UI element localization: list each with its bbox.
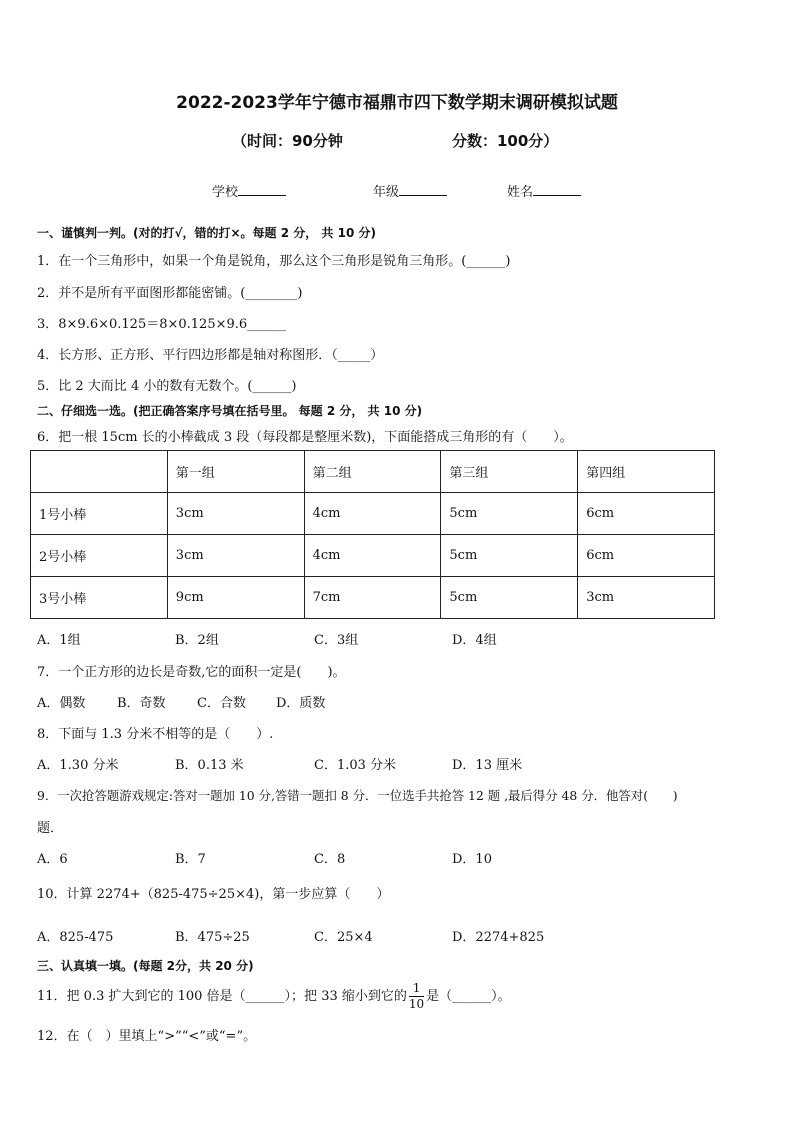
school-blank[interactable] <box>238 183 286 196</box>
table-cell <box>31 451 168 493</box>
q7-option-d[interactable]: D．质数 <box>276 696 326 711</box>
exam-time: （时间：90分钟 <box>232 132 343 150</box>
question-4: 4．长方形、正方形、平行四边形都是轴对称图形．（_____） <box>37 348 384 363</box>
q6-option-a[interactable]: A．1组 <box>37 633 81 648</box>
table-cell: 5cm <box>441 493 578 535</box>
page-title: 2022-2023学年宁德市福鼎市四下数学期末调研模拟试题 <box>176 93 618 113</box>
exam-score: 分数：100分） <box>452 132 559 150</box>
q9-option-b[interactable]: B．7 <box>175 852 206 867</box>
table-cell: 5cm <box>441 577 578 619</box>
table-cell: 2号小棒 <box>31 535 168 577</box>
q6-option-c[interactable]: C．3组 <box>314 633 359 648</box>
fraction-numerator: 1 <box>409 981 424 997</box>
table-cell: 7cm <box>304 577 441 619</box>
table-row <box>31 577 715 619</box>
table-cell: 3cm <box>167 493 304 535</box>
stick-table <box>30 450 715 619</box>
section3-heading: 三、认真填一填。(每题 2分，共 20 分) <box>37 959 254 973</box>
q7-option-b[interactable]: B．奇数 <box>117 696 166 711</box>
table-cell: 第一组 <box>167 451 304 493</box>
q10-option-c[interactable]: C．25×4 <box>314 930 373 945</box>
question-1: 1．在一个三角形中，如果一个角是锐角，那么这个三角形是锐角三角形。(______) <box>37 254 511 269</box>
table-row <box>31 493 715 535</box>
question-3: 3．8×9.6×0.125＝8×0.125×9.6______ <box>37 317 287 332</box>
grade-blank[interactable] <box>399 183 447 196</box>
q8-option-a[interactable]: A．1.30 分米 <box>37 758 119 773</box>
q8-option-c[interactable]: C．1.03 分米 <box>314 758 397 773</box>
school-field <box>212 181 286 200</box>
table-cell: 3号小棒 <box>31 577 168 619</box>
table-cell: 6cm <box>578 535 715 577</box>
q7-option-a[interactable]: A．偶数 <box>37 696 86 711</box>
question-10: 10．计算 2274+（825-475÷25×4)，第一步应算（ ） <box>37 887 390 902</box>
question-2: 2．并不是所有平面图形都能密铺。(________) <box>37 286 303 301</box>
q8-option-d[interactable]: D．13 厘米 <box>452 758 523 773</box>
q10-option-a[interactable]: A．825-475 <box>37 930 114 945</box>
question-9-line1: 9．一次抢答题游戏规定:答对一题加 10 分,答错一题扣 8 分．一位选手共抢答 12 题 ,最后得分 48 分．他答对( ) <box>37 788 678 803</box>
question-5: 5．比 2 大而比 4 小的数有无数个。(______) <box>37 379 297 394</box>
name-field <box>507 181 581 200</box>
table-cell: 6cm <box>578 493 715 535</box>
section1-heading: 一、谨慎判一判。(对的打√，错的打×。每题 2 分， 共 10 分) <box>37 226 376 240</box>
question-11-part-a: 11．把 0.3 扩大到它的 100 倍是（______）；把 33 缩小到它的 <box>37 989 407 1004</box>
table-cell: 5cm <box>441 535 578 577</box>
table-cell: 1号小棒 <box>31 493 168 535</box>
table-cell: 第四组 <box>578 451 715 493</box>
section2-heading: 二、仔细选一选。(把正确答案序号填在括号里。 每题 2 分， 共 10 分) <box>37 404 423 418</box>
q9-option-d[interactable]: D．10 <box>452 852 492 867</box>
question-8: 8．下面与 1.3 分米不相等的是（ ）. <box>37 727 274 742</box>
question-6: 6．把一根 15cm 长的小棒截成 3 段（每段都是整厘米数)，下面能搭成三角形的有（ ）。 <box>37 430 573 445</box>
question-11-part-b: 是（______）。 <box>426 989 511 1004</box>
table-cell: 4cm <box>304 535 441 577</box>
q9-option-c[interactable]: C．8 <box>314 852 346 867</box>
grade-field <box>373 181 447 200</box>
q8-option-b[interactable]: B．0.13 米 <box>175 758 244 773</box>
table-cell: 第二组 <box>304 451 441 493</box>
question-9-line2: 题． <box>37 821 64 836</box>
q10-option-d[interactable]: D．2274+825 <box>452 930 545 945</box>
q6-option-b[interactable]: B．2组 <box>175 633 219 648</box>
name-blank[interactable] <box>533 183 581 196</box>
grade-label: 年级 <box>373 185 400 200</box>
table-header-row <box>31 451 715 493</box>
table-cell: 4cm <box>304 493 441 535</box>
q7-option-c[interactable]: C．合数 <box>197 696 246 711</box>
question-11 <box>37 981 511 1012</box>
table-row <box>31 535 715 577</box>
question-12: 12．在（ ）里填上“>”“<”或“=”。 <box>37 1029 257 1044</box>
table-cell: 9cm <box>167 577 304 619</box>
table-cell: 3cm <box>578 577 715 619</box>
q6-option-d[interactable]: D．4组 <box>452 633 497 648</box>
school-label: 学校 <box>212 185 239 200</box>
name-label: 姓名 <box>507 185 534 200</box>
q9-option-a[interactable]: A．6 <box>37 852 68 867</box>
table-cell: 第三组 <box>441 451 578 493</box>
table-cell: 3cm <box>167 535 304 577</box>
question-7: 7．一个正方形的边长是奇数,它的面积一定是( )。 <box>37 665 346 680</box>
fraction-denominator: 10 <box>408 997 425 1011</box>
fraction-one-tenth <box>409 981 424 1012</box>
q10-option-b[interactable]: B．475÷25 <box>175 930 250 945</box>
